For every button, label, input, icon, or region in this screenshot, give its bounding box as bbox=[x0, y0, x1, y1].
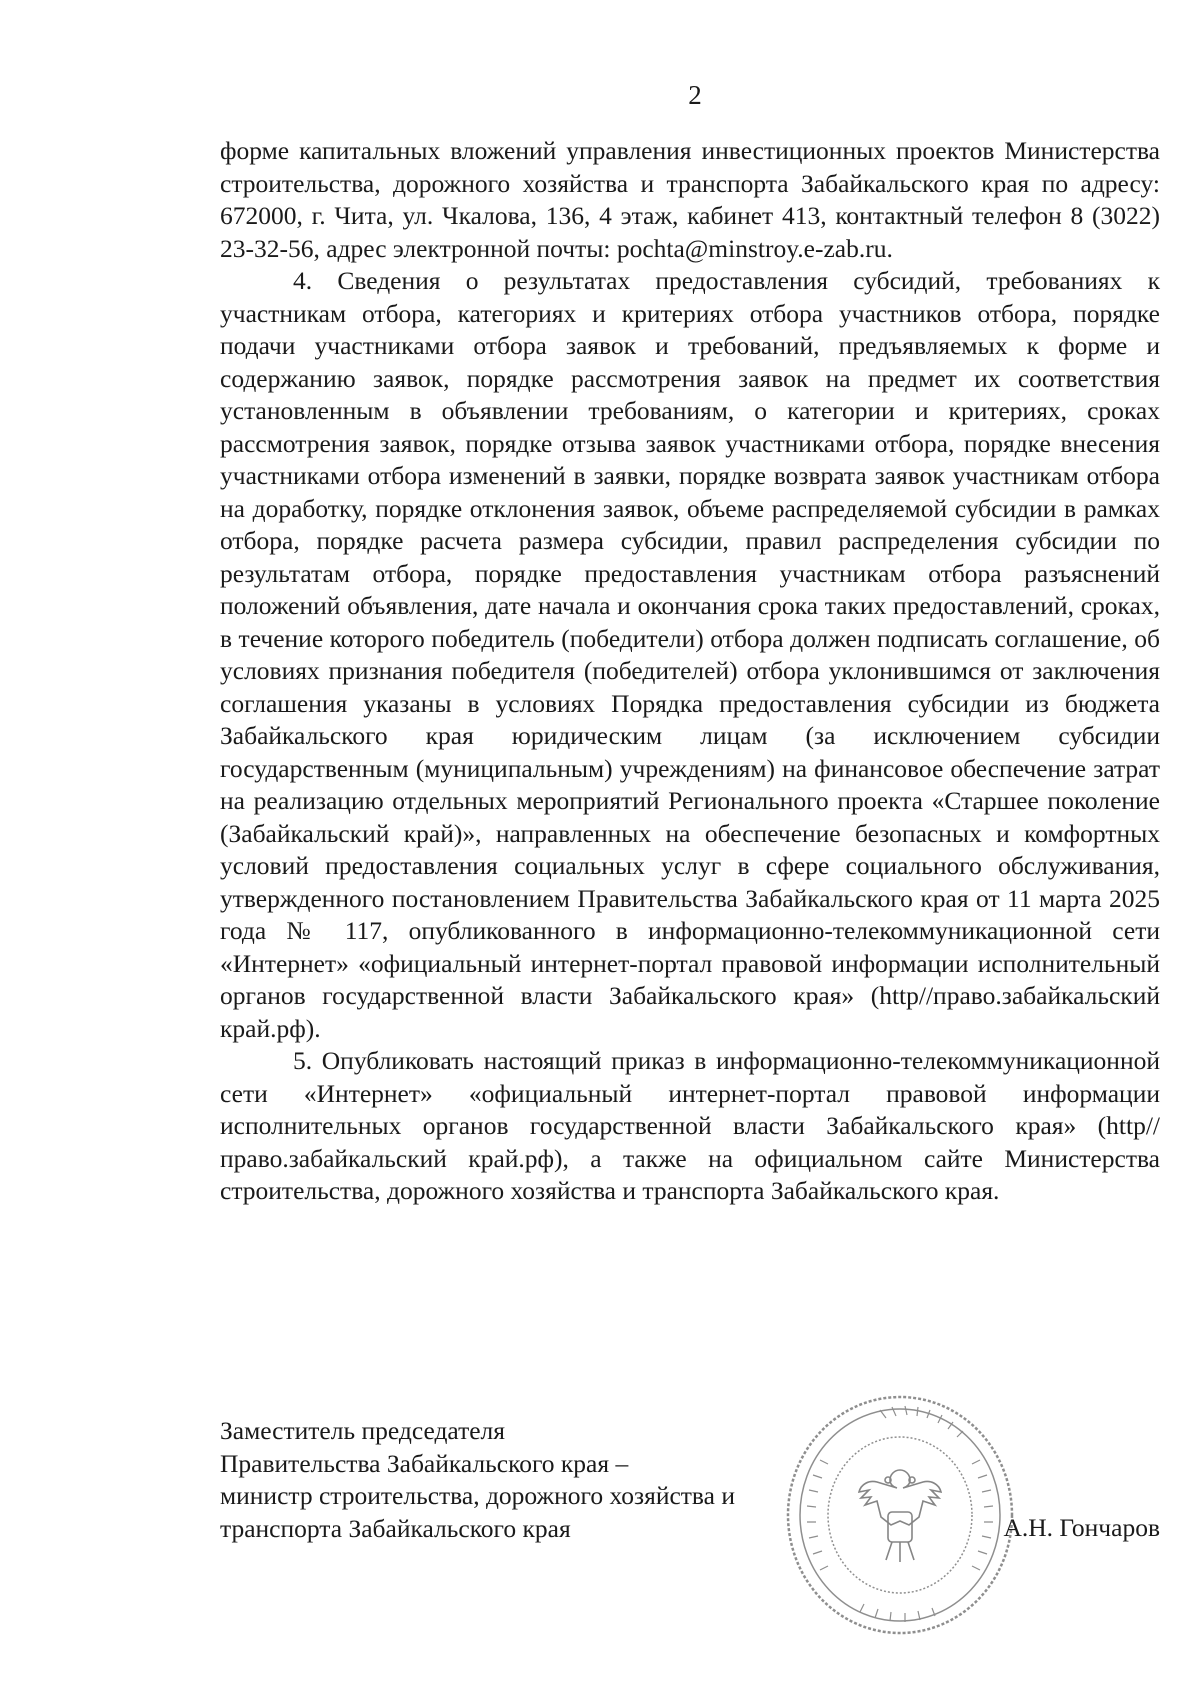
page-number: 2 bbox=[688, 80, 702, 110]
signatory-position-line-4: транспорта Забайкальского края bbox=[220, 1513, 571, 1543]
paragraph-item-5: 5. Опубликовать настоящий приказ в информационно-телекоммуникационной сети «Интернет» «официальный интернет-портал правовой информации исполнительных органов государственной власти Забайкальского края» (http//право.забайкальский край.рф), а также на официальном сайте Министерства строительства, дорожного хозяйства и транспорта Забайкальского края. bbox=[220, 1046, 1160, 1205]
signatory-position-line-3: министр строительства, дорожного хозяйства и bbox=[220, 1481, 735, 1510]
paragraph-continuation: форме капитальных вложений управления инвестиционных проектов Министерства строительства, дорожного хозяйства и транспорта Забайкальского края по адресу: 672000, г. Чита, ул. Чкалова, 136, 4 этаж, кабинет 413, контактный телефон 8 (3022) 23-32-56, адрес электронной почты: pochta@minstroy.e-zab.ru. bbox=[220, 136, 1160, 263]
signatory-position-line-2: Правительства Забайкальского края – bbox=[220, 1448, 629, 1478]
signatory-name: А.Н. Гончаров bbox=[1003, 1513, 1160, 1542]
official-seal-icon bbox=[780, 1390, 1020, 1640]
signatory-position-line-1: Заместитель председателя bbox=[220, 1416, 505, 1445]
paragraph-item-4: 4. Сведения о результатах предоставления субсидий, требованиях к участникам отбора, категориях и критериях отбора участников отбора, порядке подачи участниками отбора заявок и требований, предъявляемых к форме и содержанию заявок, порядке рассмотрения заявок на предмет их соответствия установленным в объявлении требованиям, о категории и критериях, сроках рассмотрения заявок, порядке отзыва заявок участниками отбора, порядке внесения участниками отбора изменений в заявки, порядке возврата заявок участникам отбора на доработку, порядке отклонения заявок, объеме распределяемой субсидии в рамках отбора, порядке расчета размера субсидии, правил распределения субсидии по результатам отбора, порядке предоставления участникам отбора разъяснений положений объявления, дате начала и окончания срока таких предоставлений, сроках, в течение которого победитель (победители) отбора должен подписать соглашение, об условиях признания победителя (победителей) отбора уклонившимся от заключения соглашения указаны в условиях Порядка предоставления субсидии из бюджета Забайкальского края юридическим лицам (за исключением субсидии государственным (муниципальным) учреждениям) на финансовое обеспечение затрат на реализацию отдельных мероприятий Регионального проекта «Старшее поколение (Забайкальский край)», направленных на обеспечение безопасных и комфортных условий предоставления социальных услуг в сфере социального обслуживания, утвержденного постановлением Правительства Забайкальского края от 11 марта 2025 года № 117, опубликованного в информационно-телекоммуникационной сети «Интернет» «официальный интернет-портал правовой информации исполнительный органов государственной власти Забайкальского края» (http//право.забайкальский край.рф). bbox=[220, 266, 1160, 1043]
document-body bbox=[220, 135, 1160, 1208]
